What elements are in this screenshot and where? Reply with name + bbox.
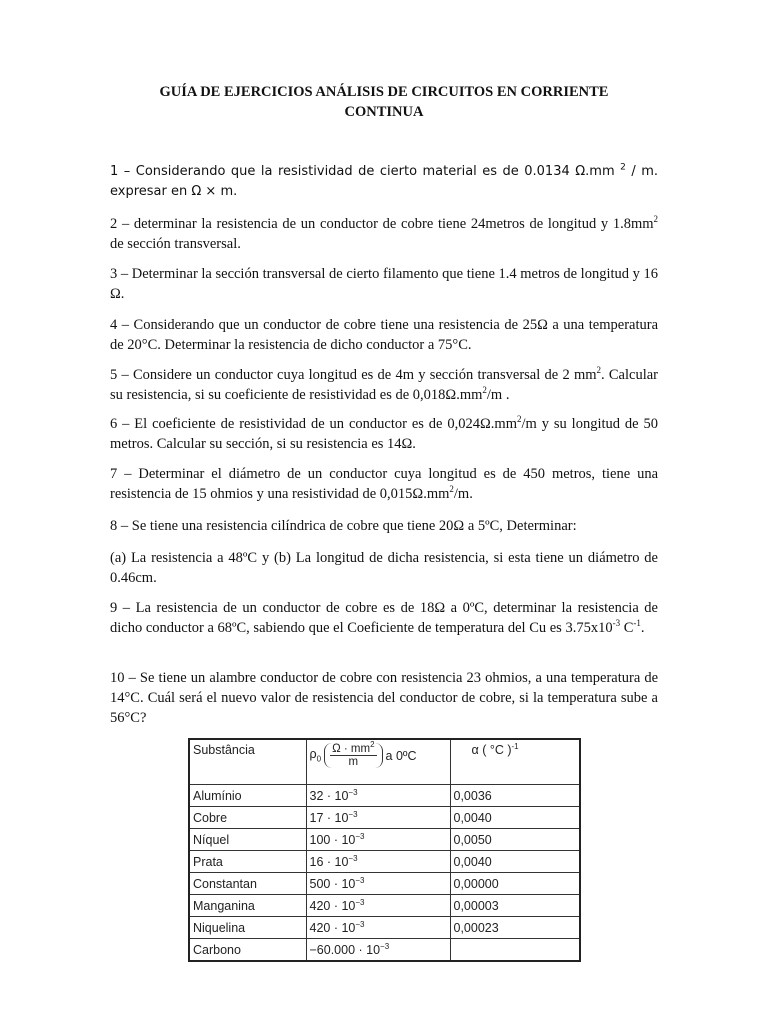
exercise-1: 1 – Considerando que la resistividad de cierto material es de 0.0134 Ω.mm $^2$ / m. expresar en Ω × m. <box>110 162 658 199</box>
header-resistivity <box>306 739 450 785</box>
cell-alpha: 0,00000 <box>450 873 580 895</box>
document-title <box>110 82 658 122</box>
exercise-6: 6 – El coeficiente de resistividad de un conductor es de $0,024\Omega.mm^2/m$ y su longitud de 50 metros. Calcular su sección, si su resistencia es 14Ω. <box>110 414 658 452</box>
table-header-row <box>189 739 580 785</box>
cell-substance: Cobre <box>189 807 306 829</box>
cell-alpha: 0,0050 <box>450 829 580 851</box>
cell-alpha: 0,00003 <box>450 895 580 917</box>
title-line-1: GUÍA DE EJERCICIOS ANÁLISIS DE CIRCUITOS EN CORRIENTE <box>159 84 609 100</box>
title-line-2: CONTINUA <box>344 104 424 120</box>
exercise-4: 4 – Considerando que un conductor de cobre tiene una resistencia de 25Ω a una temperatura de 20°C. Determinar la resistencia de dicho conductor a 75°C. <box>110 317 658 353</box>
exercise-8-parts: (a) La resistencia a 48ºC y (b) La longitud de dicha resistencia, si esta tiene un diámetro de 0.46cm. <box>110 550 658 586</box>
header-substance: Substância <box>189 739 306 785</box>
cell-resistivity: $16 \cdot 10^{-3}$ <box>306 851 450 873</box>
exercise-2: 2 – determinar la resistencia de un conductor de cobre tiene 24metros de longitud y $1.8mm^2$ de sección transversal. <box>110 214 659 252</box>
cell-resistivity: $-60.000 \cdot 10^{-3}$ <box>306 939 450 962</box>
unit-fraction: $\frac{\Omega \cdot mm^2}{m}$ <box>324 743 382 768</box>
table-row <box>189 917 580 939</box>
table-row <box>189 939 580 962</box>
exercise-7: 7 – Determinar el diámetro de un conductor cuya longitud es de 450 metros, tiene una resistencia de 15 ohmios y una resistividad de $0,015\Omega.mm^2/m$. <box>110 466 658 502</box>
cell-substance: Alumínio <box>189 785 306 807</box>
exercise-9: 9 – La resistencia de un conductor de cobre es de 18Ω a 0ºC, determinar la resistencia de dicho conductor a 68ºC, sabiendo que el Coeficiente de temperatura del Cu es $3.75x10^{-3}$ $C^{-1}$. <box>110 600 658 636</box>
cell-substance: Niquelina <box>189 917 306 939</box>
rho-temperature: a 0ºC <box>385 748 417 763</box>
cell-resistivity: $100 \cdot 10^{-3}$ <box>306 829 450 851</box>
cell-alpha: 0,00023 <box>450 917 580 939</box>
exercise-3: 3 – Determinar la sección transversal de cierto filamento que tiene 1.4 metros de longitud y 16 Ω. <box>110 266 659 302</box>
cell-resistivity: $32 \cdot 10^{-3}$ <box>306 785 450 807</box>
table-row <box>189 829 580 851</box>
rho-symbol: $\rho_0$ <box>309 747 322 764</box>
cell-substance: Manganina <box>189 895 306 917</box>
cell-substance: Níquel <box>189 829 306 851</box>
cell-alpha: 0,0040 <box>450 807 580 829</box>
cell-substance: Carbono <box>189 939 306 962</box>
table-row <box>189 873 580 895</box>
cell-resistivity: $17 \cdot 10^{-3}$ <box>306 807 450 829</box>
exercise-8: 8 – Se tiene una resistencia cilíndrica de cobre que tiene 20Ω a 5ºC, Determinar: <box>110 518 577 534</box>
cell-alpha: 0,0040 <box>450 851 580 873</box>
cell-resistivity: $420 \cdot 10^{-3}$ <box>306 917 450 939</box>
exercise-10: 10 – Se tiene un alambre conductor de cobre con resistencia 23 ohmios, a una temperatura de 14°C. Cuál será el nuevo valor de resistencia del conductor de cobre, si la temperatura sube a 56°C? <box>110 670 659 726</box>
cell-substance: Constantan <box>189 873 306 895</box>
header-alpha: α ( °C )$^{-1}$ <box>450 739 580 785</box>
cell-alpha: 0,0036 <box>450 785 580 807</box>
table-row <box>189 785 580 807</box>
table-row <box>189 807 580 829</box>
table-row <box>189 851 580 873</box>
cell-resistivity: $500 \cdot 10^{-3}$ <box>306 873 450 895</box>
cell-alpha <box>450 939 580 962</box>
exercise-5: 5 – Considere un conductor cuya longitud es de 4m y sección transversal de 2 $mm^2$. Calcular su resistencia, si su coeficiente de resistividad es de $0,018\Omega.mm^2/m$ . <box>110 365 658 403</box>
table-row <box>189 895 580 917</box>
cell-substance: Prata <box>189 851 306 873</box>
resistivity-table <box>188 738 581 962</box>
cell-resistivity: $420 \cdot 10^{-3}$ <box>306 895 450 917</box>
